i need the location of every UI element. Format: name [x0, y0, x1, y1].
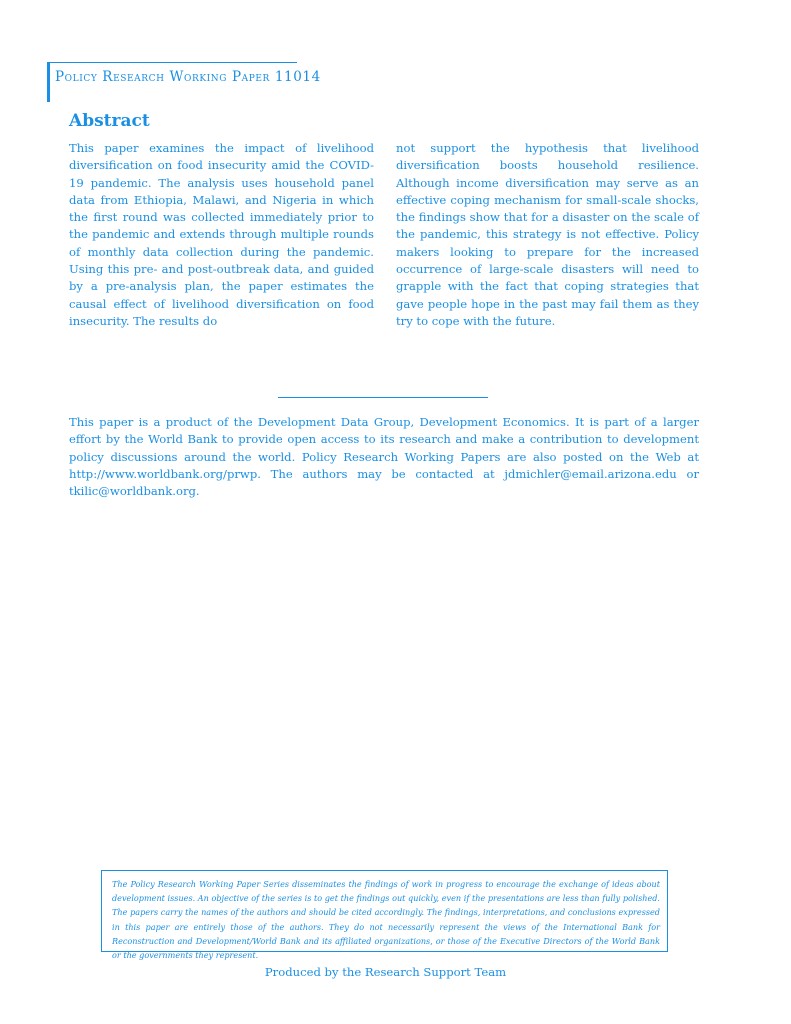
- header-vertical-rule: [47, 62, 50, 102]
- series-header: [47, 62, 321, 102]
- header-horizontal-rule: [47, 62, 297, 63]
- series-title: Policy Research Working Paper 11014: [55, 69, 321, 85]
- footer-credit: Produced by the Research Support Team: [264, 965, 507, 979]
- abstract-column-right: not support the hypothesis that livelihood diversification boosts household resilience. Although income diversification may serve as an effective coping mechanism for small-scale shocks, the findings show that for a disaster on the scale of the pandemic, this strategy is not effective. Policy makers looking to prepare for the increased occurrence of large-scale disasters will need to grapple with the fact that coping strategies that gave people hope in the past may fail them as they try to cope with the future.: [396, 141, 699, 328]
- abstract-column-left: This paper examines the impact of livelihood diversification on food insecurity amid the COVID-19 pandemic. The analysis uses household panel data from Ethiopia, Malawi, and Nigeria in which the first round was collected immediately prior to the pandemic and extends through multiple rounds of monthly data collection during the pandemic. Using this pre- and post-outbreak data, and guided by a pre-analysis plan, the paper estimates the causal effect of livelihood diversification on food insecurity. The results do: [69, 141, 374, 328]
- product-note: This paper is a product of the Development Data Group, Development Economics. It is part of a larger effort by the World Bank to provide open access to its research and make a contribution to development policy discussions around the world. Policy Research Working Papers are also posted on the Web at http://www.worldbank.org/prwp. The authors may be contacted at jdmichler@email.arizona.edu or tkilic@worldbank.org.: [69, 415, 699, 499]
- disclaimer-text: The Policy Research Working Paper Series disseminates the findings of work in progress to encourage the exchange of ideas about development issues. An objective of the series is to get the findings out quickly, even if the presentations are less than fully polished. The papers carry the names of the authors and should be cited accordingly. The findings, interpretations, and conclusions expressed in this paper are entirely those of the authors. They do not necessarily represent the views of the International Bank for Reconstruction and Development/World Bank and its affiliated organizations, or those of the Executive Directors of the World Bank or the governments they represent.: [112, 879, 660, 961]
- disclaimer-box: [101, 870, 668, 961]
- abstract-heading: Abstract: [69, 111, 150, 131]
- section-divider: [278, 397, 488, 398]
